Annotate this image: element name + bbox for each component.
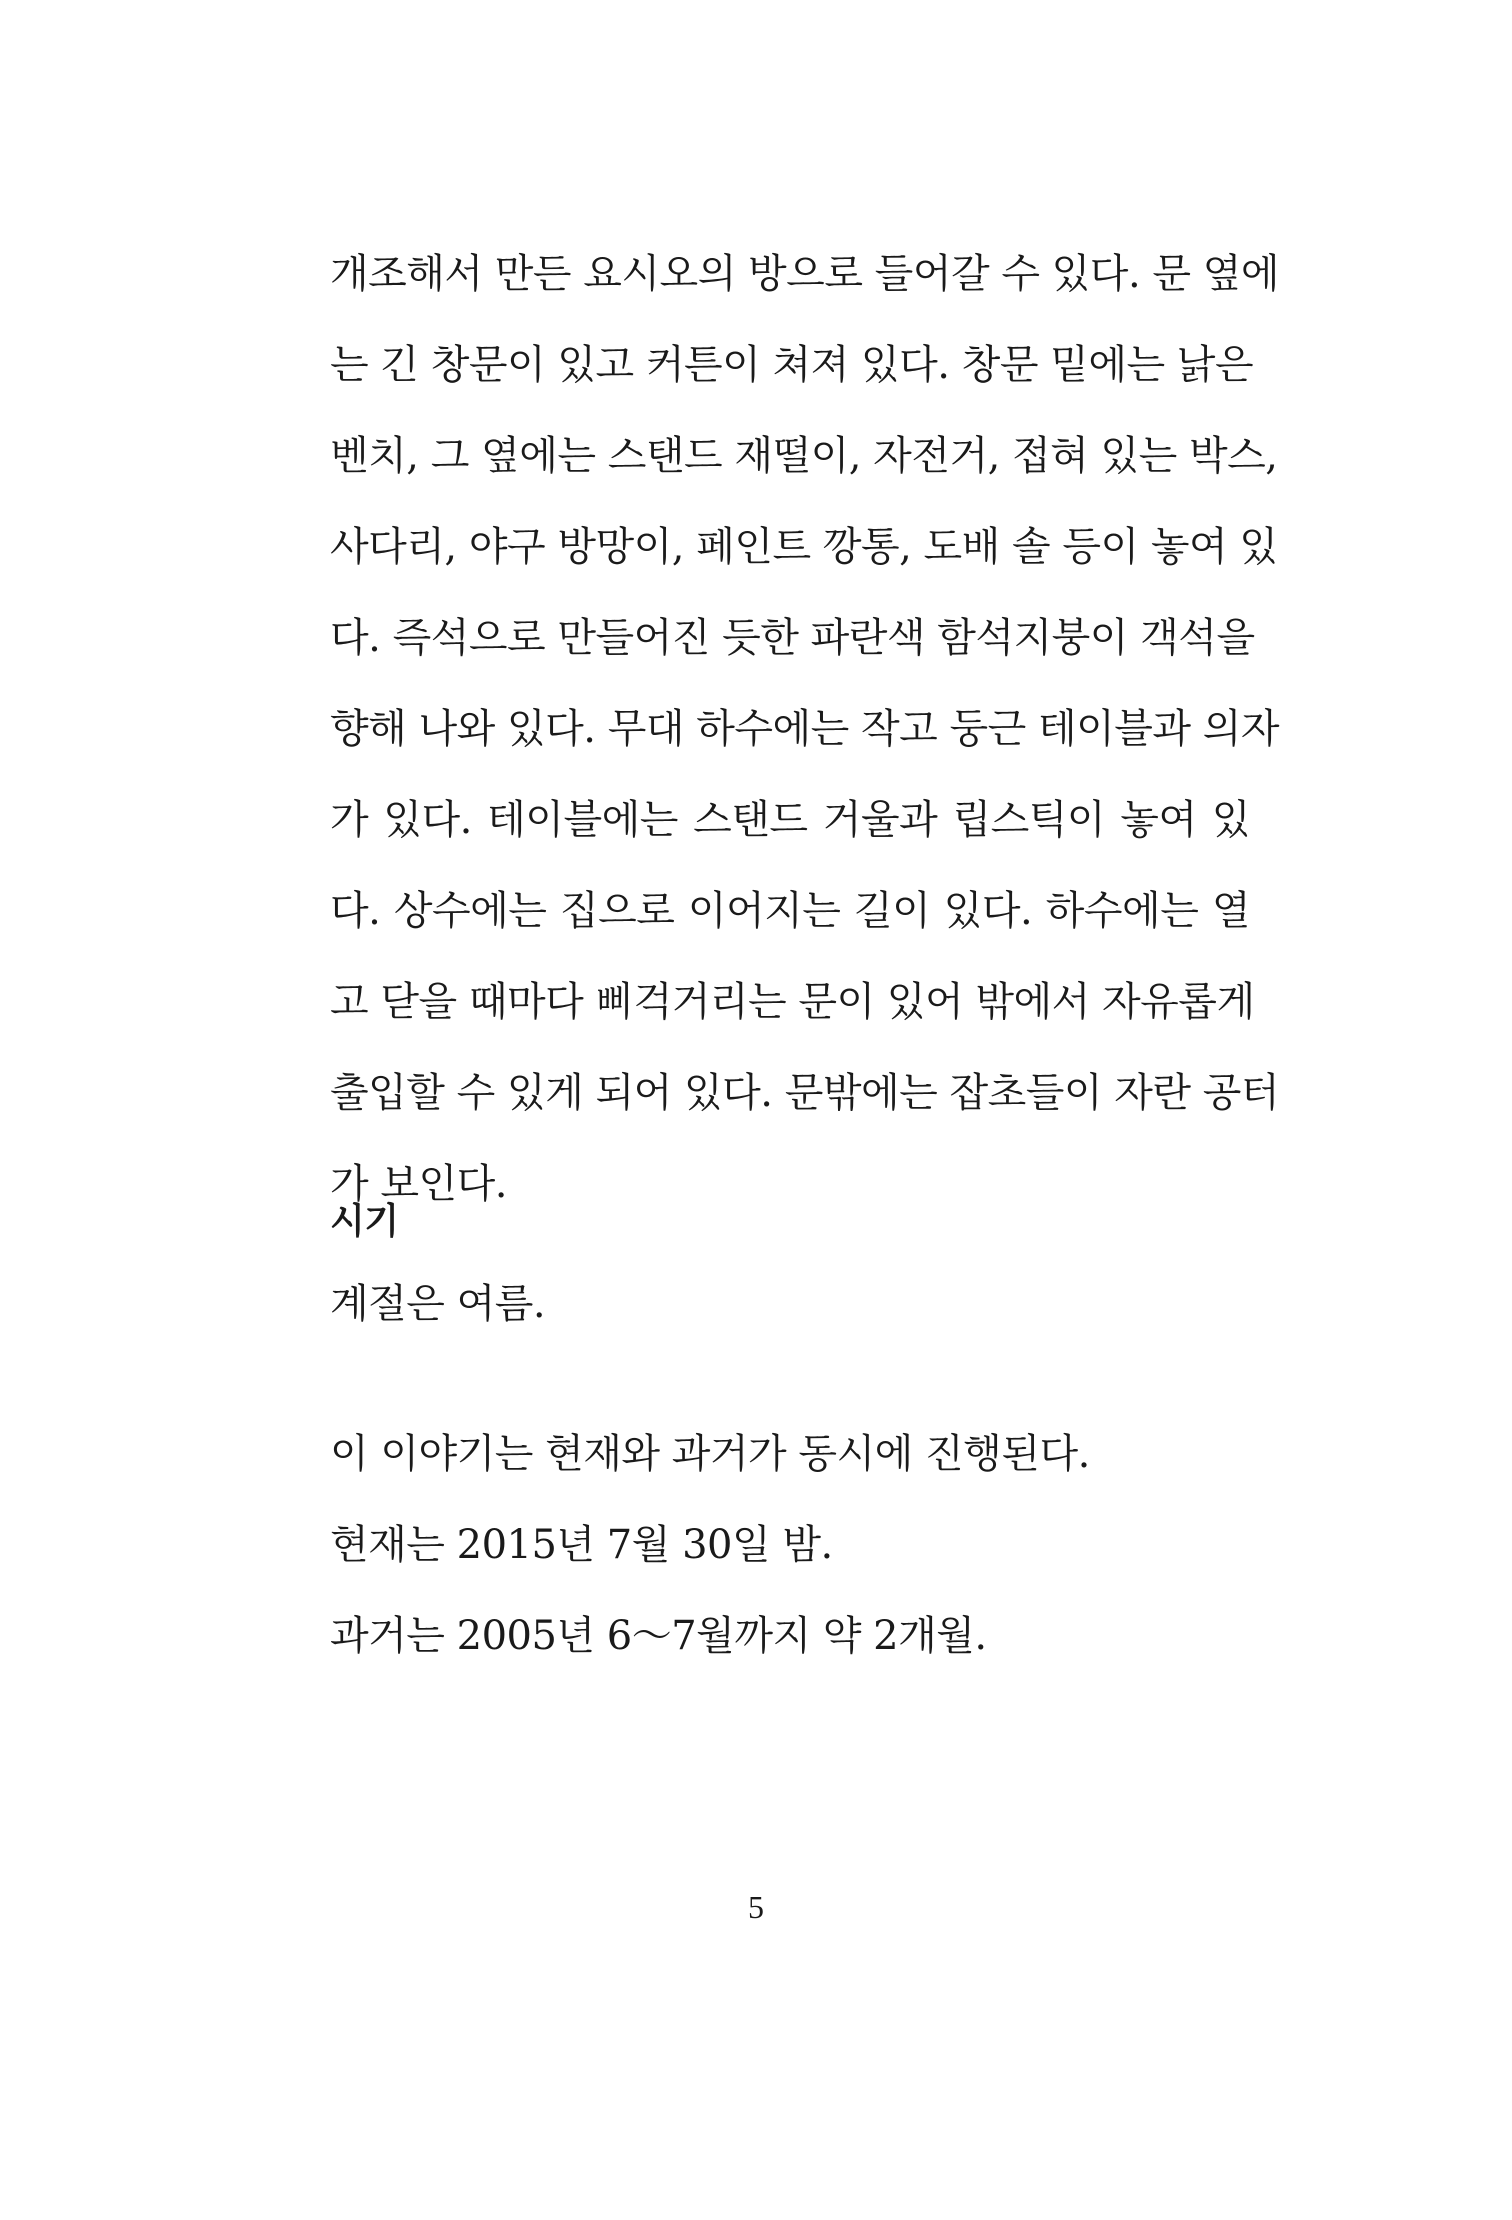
stage-description-paragraph — [330, 250, 1280, 1251]
text-line: 다. 즉석으로 만들어진 듯한 파란색 함석지붕이 객석을 — [330, 615, 1255, 661]
timeline-paragraph — [330, 1430, 1250, 1703]
page-number: 5 — [748, 1889, 764, 1925]
section-heading: 시기 — [330, 1201, 399, 1242]
text-line: 고 닫을 때마다 삐걱거리는 문이 있어 밖에서 자유롭게 — [330, 979, 1255, 1025]
text-line: 가 보인다. — [330, 1161, 507, 1207]
text-line: 벤치, 그 옆에는 스탠드 재떨이, 자전거, 접혀 있는 박스, — [330, 433, 1278, 479]
text-line: 계절은 여름. — [330, 1281, 546, 1327]
text-line: 향해 나와 있다. 무대 하수에는 작고 둥근 테이블과 의자 — [330, 706, 1280, 752]
season-paragraph — [330, 1280, 1250, 1328]
text-line: 는 긴 창문이 있고 커튼이 쳐져 있다. 창문 밑에는 낡은 — [330, 342, 1254, 388]
text-line: 출입할 수 있게 되어 있다. 문밖에는 잡초들이 자란 공터 — [330, 1070, 1280, 1116]
text-line: 사다리, 야구 방망이, 페인트 깡통, 도배 솔 등이 놓여 있 — [330, 524, 1278, 570]
text-line: 다. 상수에는 집으로 이어지는 길이 있다. 하수에는 열 — [330, 888, 1250, 934]
text-line: 가 있다. 테이블에는 스탠드 거울과 립스틱이 놓여 있 — [330, 797, 1250, 843]
text-line: 현재는 2015년 7월 30일 밤. — [330, 1522, 833, 1568]
text-line: 과거는 2005년 6～7월까지 약 2개월. — [330, 1613, 987, 1659]
text-line: 개조해서 만든 요시오의 방으로 들어갈 수 있다. 문 옆에 — [330, 251, 1280, 297]
text-line: 이 이야기는 현재와 과거가 동시에 진행된다. — [330, 1431, 1090, 1477]
